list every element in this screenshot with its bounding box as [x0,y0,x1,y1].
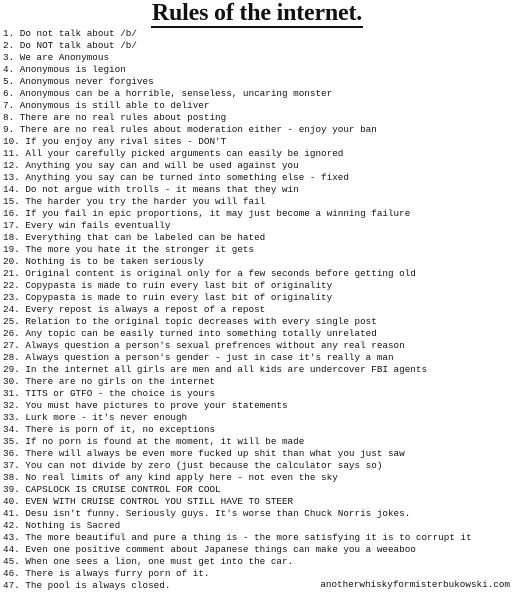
rule-item [3,304,511,316]
rule-number: 7. [3,100,15,111]
rule-text: Always question a person's sexual prefrences without any real reason [25,340,405,351]
rule-item [3,496,511,508]
rule-number: 15. [3,196,20,207]
rule-number: 35. [3,436,20,447]
rule-item [3,280,511,292]
rule-item [3,268,511,280]
rule-text: The harder you try the harder you will fail [25,196,266,207]
rule-text: The more beautiful and pure a thing is - the more satisfying it is to corrupt it [25,532,472,543]
rule-text: Nothing is Sacred [25,520,121,531]
rule-item [3,424,511,436]
rule-number: 22. [3,280,20,291]
rule-item [3,412,511,424]
rule-text: Do NOT talk about /b/ [19,40,137,51]
rule-number: 36. [3,448,20,459]
rule-text: Even one positive comment about Japanese things can make you a weeaboo [25,544,416,555]
rule-item [3,292,511,304]
rule-text: There is porn of it, no exceptions [25,424,216,435]
rule-item [3,136,511,148]
rule-text: Every repost is always a repost of a repost [25,304,266,315]
rule-number: 14. [3,184,20,195]
rule-text: If you fail in epic proportions, it may just become a winning failure [25,208,411,219]
rule-item [3,112,511,124]
rule-number: 10. [3,136,20,147]
rule-number: 46. [3,568,20,579]
rule-number: 42. [3,520,20,531]
rule-number: 26. [3,328,20,339]
rule-item [3,448,511,460]
rule-item [3,388,511,400]
rule-item [3,328,511,340]
rule-number: 1. [3,28,15,39]
rule-number: 2. [3,40,15,51]
rule-text: The more you hate it the stronger it gets [25,244,255,255]
rule-text: Everything that can be labeled can be hated [25,232,266,243]
rule-text: If you enjoy any rival sites - DON'T [25,136,227,147]
rule-item [3,196,511,208]
rule-number: 13. [3,172,20,183]
rule-number: 31. [3,388,20,399]
rule-item [3,364,511,376]
rule-text: EVEN WITH CRUISE CONTROL YOU STILL HAVE TO STEER [25,496,294,507]
rule-text: Original content is original only for a few seconds before getting old [25,268,416,279]
rule-text: Relation to the original topic decreases with every single post [25,316,377,327]
rule-text: Anything you say can and will be used against you [25,160,299,171]
rule-text: No real limits of any kind apply here - not even the sky [25,472,338,483]
rule-item [3,88,511,100]
rule-item [3,172,511,184]
rule-text: TITS or GTFO - the choice is yours [25,388,216,399]
rule-text: Any topic can be easily turned into something totally unrelated [25,328,377,339]
rule-item [3,556,511,568]
rule-text: Anonymous never forgives [19,76,154,87]
rule-number: 47. [3,580,20,591]
rule-item [3,508,511,520]
rule-text: CAPSLOCK IS CRUISE CONTROL FOR COOL [25,484,221,495]
rule-number: 6. [3,88,15,99]
rule-text: Every win fails eventually [25,220,171,231]
rule-number: 17. [3,220,20,231]
rule-item [3,400,511,412]
rule-number: 12. [3,160,20,171]
rule-text: Anonymous can be a horrible, senseless, uncaring monster [19,88,333,99]
rule-item [3,124,511,136]
rule-item [3,460,511,472]
rule-text: There are no girls on the internet [25,376,216,387]
rule-text: If no porn is found at the moment, it will be made [25,436,305,447]
rule-number: 21. [3,268,20,279]
rule-text: Desu isn't funny. Seriously guys. It's worse than Chuck Norris jokes. [25,508,411,519]
rule-text: Do not talk about /b/ [19,28,137,39]
rule-number: 37. [3,460,20,471]
rule-text: Anonymous is still able to deliver [19,100,210,111]
rule-number: 24. [3,304,20,315]
rule-number: 19. [3,244,20,255]
rule-item [3,532,511,544]
rule-text: There are no real rules about posting [19,112,227,123]
rules-list [3,28,511,592]
rule-item [3,184,511,196]
rule-number: 41. [3,508,20,519]
rule-item [3,160,511,172]
rule-number: 43. [3,532,20,543]
rule-number: 44. [3,544,20,555]
rule-number: 33. [3,412,20,423]
rule-item [3,316,511,328]
rule-text: Anything you say can be turned into something else - fixed [25,172,349,183]
rule-number: 9. [3,124,15,135]
rule-item [3,76,511,88]
rule-number: 40. [3,496,20,507]
rule-number: 38. [3,472,20,483]
rule-number: 28. [3,352,20,363]
rule-item [3,244,511,256]
rule-text: There will always be even more fucked up shit than what you just saw [25,448,405,459]
rule-number: 32. [3,400,20,411]
rule-number: 18. [3,232,20,243]
rule-text: There is always furry porn of it. [25,568,210,579]
rule-number: 4. [3,64,15,75]
page-title-text: Rules of the internet. [151,0,363,26]
rule-text: You can not divide by zero (just because the calculator says so) [25,460,383,471]
rule-item [3,436,511,448]
rule-text: There are no real rules about moderation either - enjoy your ban [19,124,377,135]
rule-text: The pool is always closed. [25,580,171,591]
rule-text: We are Anonymous [19,52,110,63]
rule-item [3,376,511,388]
rule-text: Copypasta is made to ruin every last bit of originality [25,280,333,291]
rule-number: 23. [3,292,20,303]
rule-text: Do not argue with trolls - it means that they win [25,184,299,195]
rule-number: 39. [3,484,20,495]
rule-text: All your carefully picked arguments can easily be ignored [25,148,344,159]
rule-item [3,220,511,232]
rule-number: 25. [3,316,20,327]
rule-number: 34. [3,424,20,435]
rule-number: 20. [3,256,20,267]
rule-number: 45. [3,556,20,567]
rule-number: 16. [3,208,20,219]
rule-item [3,232,511,244]
rule-number: 5. [3,76,15,87]
rule-number: 30. [3,376,20,387]
rule-text: Copypasta is made to ruin every last bit of originality [25,292,333,303]
rule-item [3,64,511,76]
rule-item [3,100,511,112]
rule-item [3,340,511,352]
rule-number: 29. [3,364,20,375]
rule-text: Nothing is to be taken seriously [25,256,204,267]
rule-text: Anonymous is legion [19,64,126,75]
rule-item [3,208,511,220]
rule-item [3,52,511,64]
rule-item [3,472,511,484]
rule-item [3,544,511,556]
rule-item [3,256,511,268]
rule-number: 11. [3,148,20,159]
rule-number: 3. [3,52,15,63]
rule-text: When one sees a lion, one must get into the car. [25,556,294,567]
rule-item [3,484,511,496]
rule-item [3,520,511,532]
rule-item [3,40,511,52]
rule-text: Lurk more - it's never enough [25,412,188,423]
rule-item [3,148,511,160]
site-credit: anotherwhiskyformisterbukowski.com [320,579,510,590]
rule-item [3,352,511,364]
rule-number: 8. [3,112,15,123]
rule-text: You must have pictures to prove your statements [25,400,288,411]
page-title [0,0,514,26]
rule-item [3,28,511,40]
rule-text: In the internet all girls are men and all kids are undercover FBI agents [25,364,428,375]
rule-number: 27. [3,340,20,351]
rule-text: Always question a person's gender - just in case it's really a man [25,352,394,363]
